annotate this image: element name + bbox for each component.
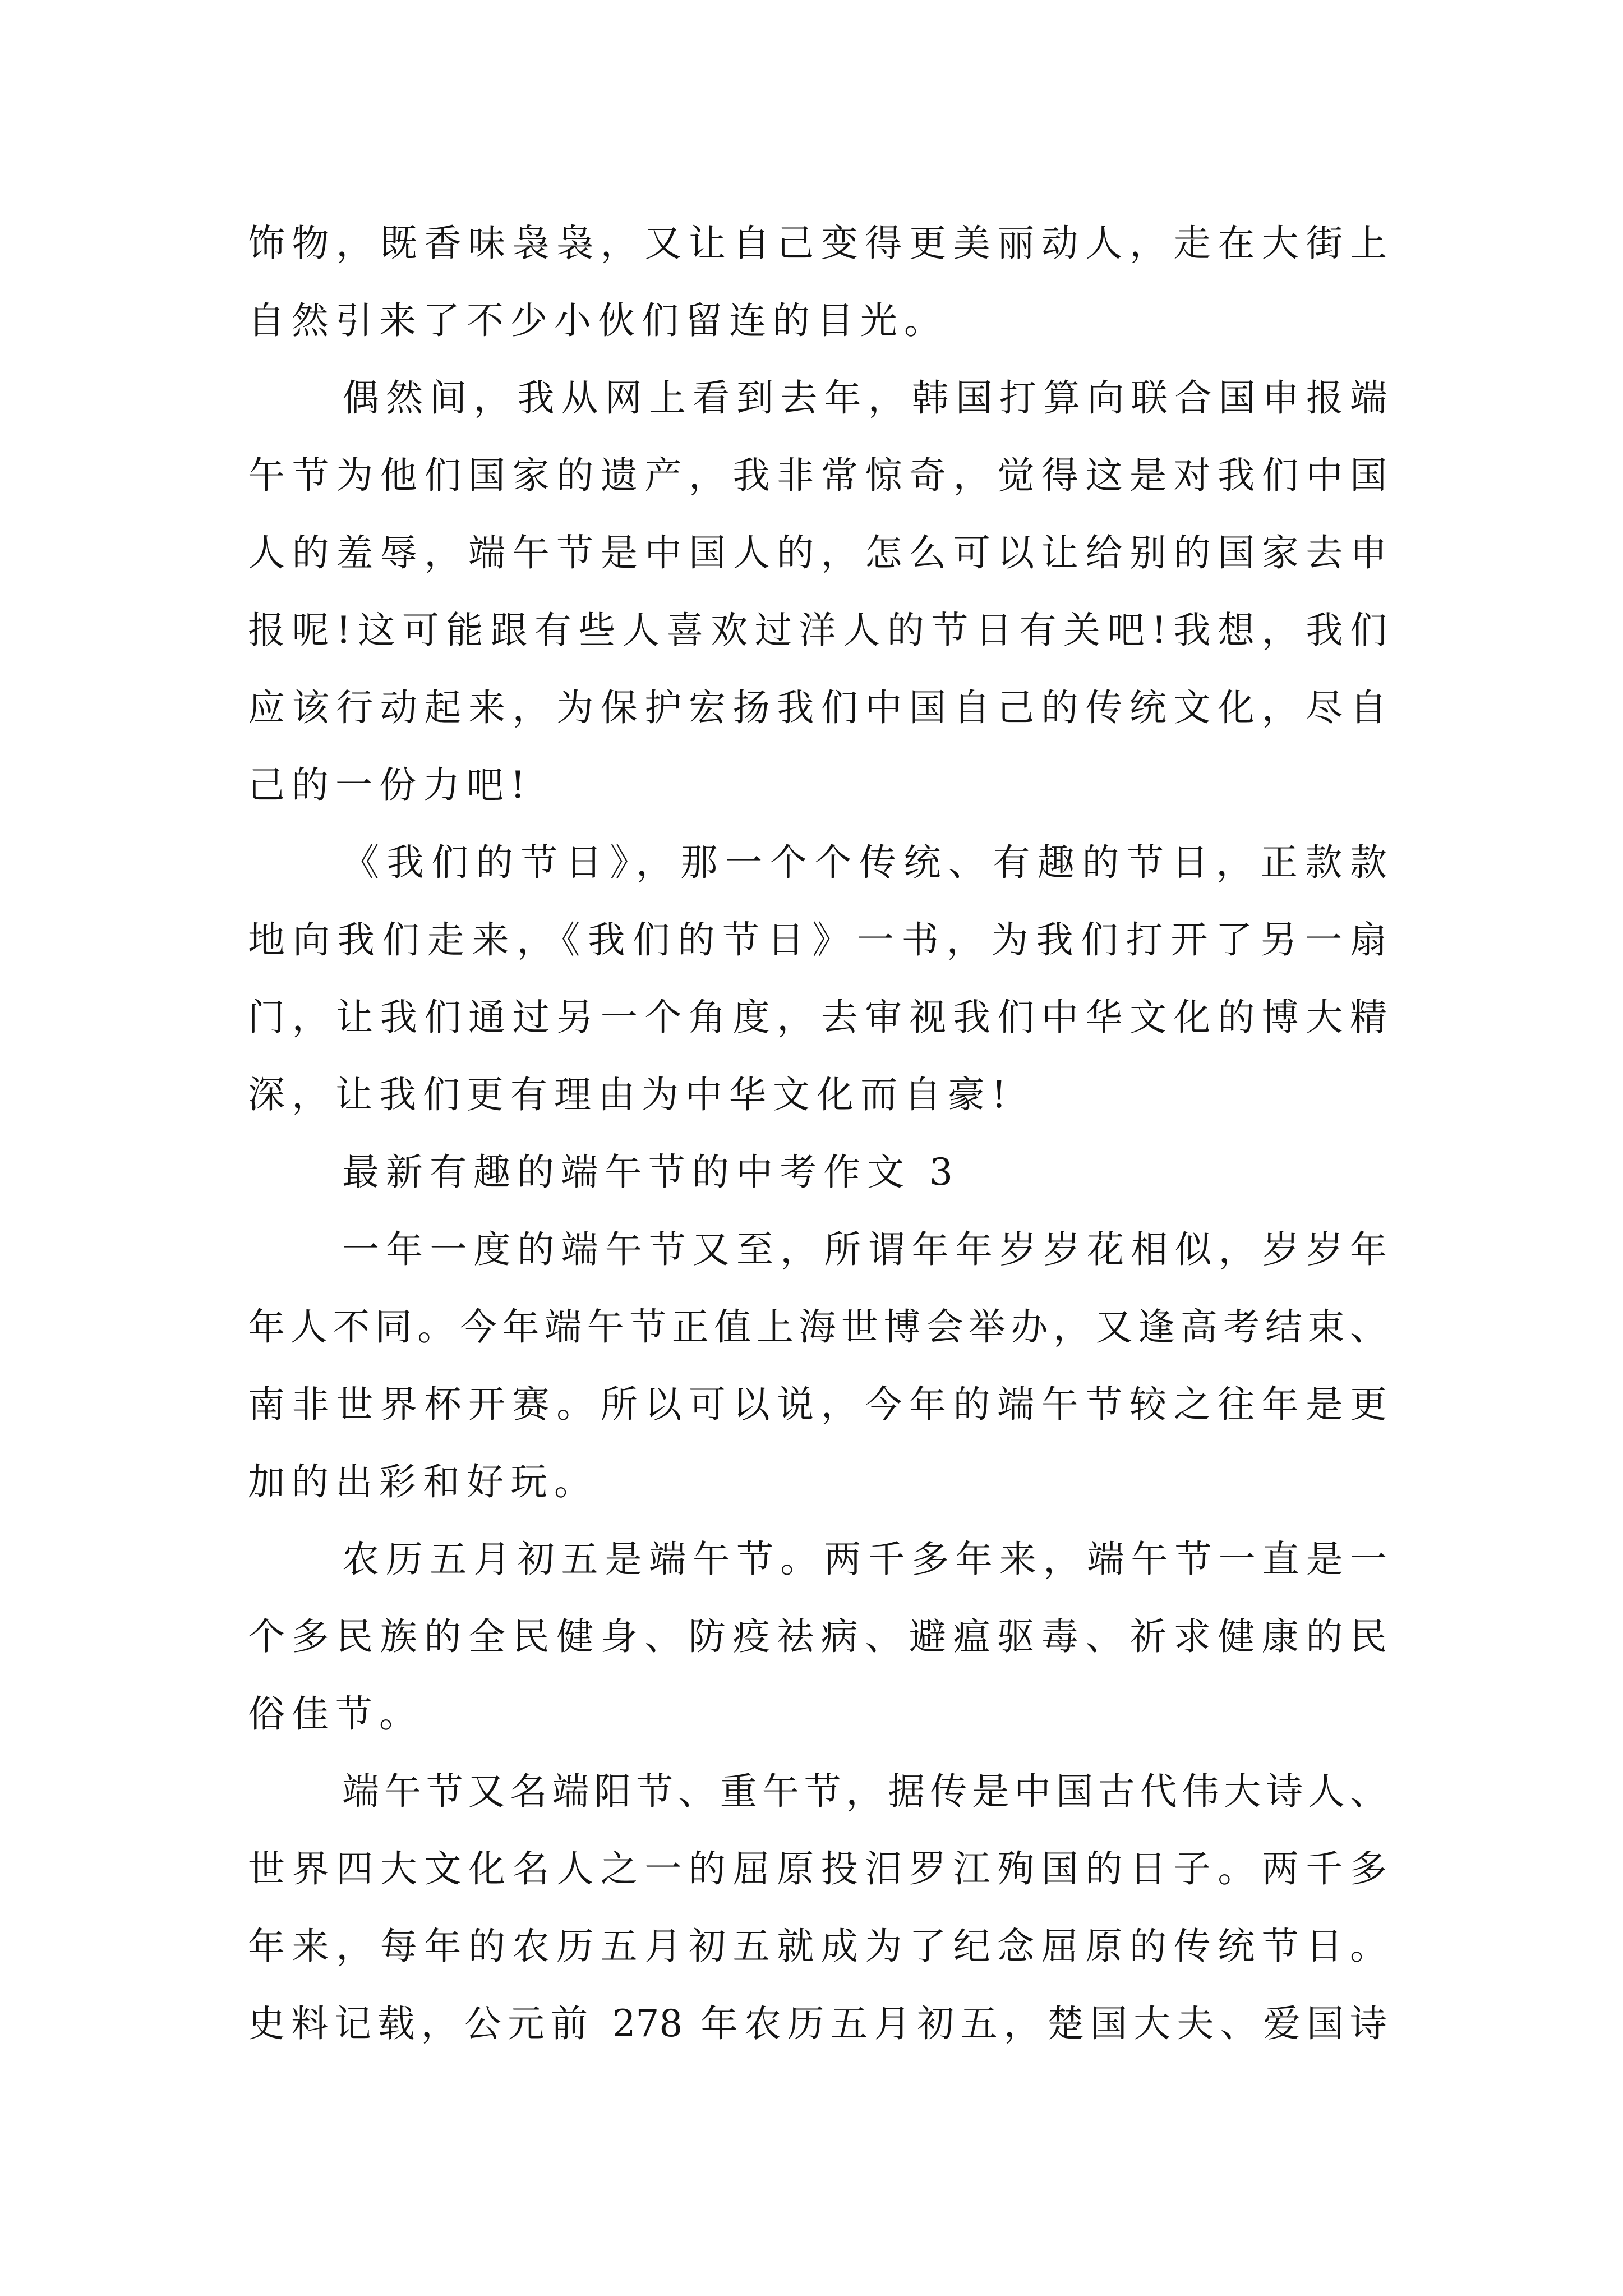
- text-line: 加的出彩和好玩。: [248, 1460, 598, 1503]
- text-line: 世界四大文化名人之一的屈原投汨罗江殉国的日子。两千多: [248, 1847, 1387, 1890]
- paragraph: [248, 1753, 1387, 2063]
- text-line: 俗佳节。: [248, 1692, 423, 1736]
- text-line: 人的羞辱，端午节是中国人的，怎么可以让给别的国家去申: [248, 531, 1387, 574]
- paragraph: [248, 824, 1387, 1134]
- text-line: 己的一份力吧!: [248, 763, 532, 807]
- text-line: 午节为他们国家的遗产，我非常惊奇，觉得这是对我们中国: [248, 454, 1387, 497]
- text-line: 自然引来了不少小伙们留连的目光。: [248, 299, 948, 342]
- text-line: 端午节又名端阳节、重午节，据传是中国古代伟大诗人、: [342, 1770, 1387, 1813]
- text-line: 深，让我们更有理由为中华文化而自豪!: [248, 1073, 1013, 1116]
- text-line: 偶然间，我从网上看到去年，韩国打算向联合国申报端: [342, 376, 1387, 420]
- text-line: 农历五月初五是端午节。两千多年来，端午节一直是一: [342, 1538, 1387, 1581]
- paragraph: [248, 360, 1387, 824]
- text-line: 饰物，既香味袅袅，又让自己变得更美丽动人，走在大街上: [248, 222, 1387, 265]
- document-body: [248, 205, 1387, 2063]
- text-line: 《我们的节日》，那一个个传统、有趣的节日，正款款: [342, 841, 1387, 884]
- text-line: 史料记载，公元前 278 年农历五月初五，楚国大夫、爱国诗: [248, 2002, 1387, 2045]
- text-line: 年来，每年的农历五月初五就成为了纪念屈原的传统节日。: [248, 1925, 1387, 1968]
- text-line: 年人不同。今年端午节正值上海世博会举办，又逢高考结束、: [248, 1305, 1387, 1349]
- text-line: 门，让我们通过另一个角度，去审视我们中华文化的博大精: [248, 996, 1387, 1039]
- text-line: 应该行动起来，为保护宏扬我们中国自己的传统文化，尽自: [248, 686, 1387, 729]
- text-line: 报呢!这可能跟有些人喜欢过洋人的节日有关吧!我想，我们: [248, 609, 1387, 652]
- text-line: 地向我们走来，《我们的节日》一书，为我们打开了另一扇: [248, 918, 1387, 961]
- text-line: 个多民族的全民健身、防疫祛病、避瘟驱毒、祈求健康的民: [248, 1615, 1387, 1658]
- paragraph: [248, 1521, 1387, 1753]
- paragraph: [248, 205, 1387, 360]
- paragraph: [248, 1211, 1387, 1521]
- text-line: 一年一度的端午节又至，所谓年年岁岁花相似，岁岁年: [342, 1228, 1387, 1271]
- text-line: 南非世界杯开赛。所以可以说，今年的端午节较之往年是更: [248, 1383, 1387, 1426]
- heading-line: 最新有趣的端午节的中考作文 3: [342, 1151, 960, 1194]
- section-heading: [248, 1134, 1387, 1211]
